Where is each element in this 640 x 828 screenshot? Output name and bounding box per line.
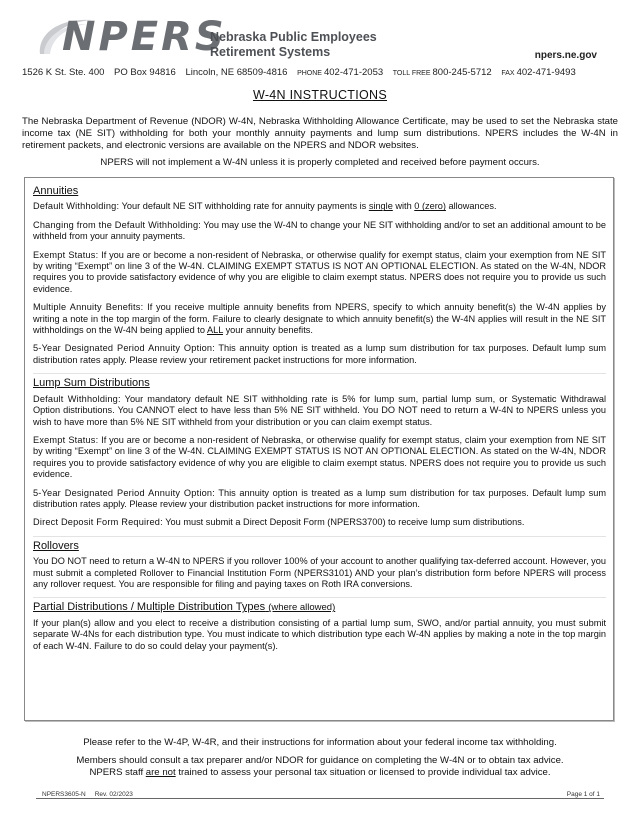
rollovers-text: You DO NOT need to return a W-4N to NPERS if you rollover 100% of your account to another qualifying tax-deferred account. However, you must submit a completed Rollover to Financial Institution Form (NPERS3101) AND your plan’s distribution form before NPERS will process any rollover request. You are responsible for filing and paying taxes on Roth IRA conversions. <box>33 556 606 589</box>
instructions-box <box>24 177 614 721</box>
annuities-five-year-option: 5-Year Designated Period Annuity Option: This annuity option is treated as a lump sum distribution for tax purposes. Default lump sum distribution rates apply. Please review your retirement packet instructions for more information. <box>33 343 606 365</box>
tax-advice-note: Members should consult a tax preparer and/or NDOR for guidance on completing the W-4N or to obtain tax advice. NPERS staff are not trained to assess your personal tax situation or licensed to provide individual tax advice. <box>76 755 564 778</box>
phone-label: PHONE <box>297 70 322 77</box>
footer-rule <box>36 798 604 799</box>
fax-number: 402-471-9493 <box>516 67 576 78</box>
partial-distributions-text: If your plan(s) allow and you elect to receive a distribution consisting of a partial lump sum, SWO, and/or partial annuity, you must submit separate W-4Ns for each distribution type. You must indicate to which distribution type each W-4N applies by making a note in the top margin of each W-4N. Failure to do so could delay your payment(s). <box>33 617 606 651</box>
partial-distributions-heading: Partial Distributions / Multiple Distribution Types (where allowed) <box>33 601 336 614</box>
page-number: Page 1 of 1 <box>566 791 600 798</box>
annuities-exempt-status: Exempt Status: If you are or become a non-resident of Nebraska, or otherwise qualify for exempt status, claim your exemption from NE SIT by writing “Exempt” on line 3 of the W-4N. CLAIMING EXEMPT STATUS IS NOT AN OPTIONAL ELECTION. As stated on the W-4N, NDOR requires you to provide satisfactory evidence of why you are eligible to claim exempt status. NPERS does not require you to provide us such evidence. <box>33 249 607 294</box>
lump-sum-exempt-status: Exempt Status: If you are or become a non-resident of Nebraska, or otherwise qualify for exempt status, claim your exemption from NE SIT by writing “Exempt” on line 3 of the W-4N. CLAIMING EXEMPT STATUS IS NOT AN OPTIONAL ELECTION. As stated on the W-4N, NDOR requires you to provide satisfactory evidence of why you are eligible to claim exempt status. NPERS does not require you to provide us such evidence. <box>33 434 607 480</box>
lump-sum-heading: Lump Sum Distributions <box>33 377 150 390</box>
contact-bar <box>22 67 583 78</box>
page-title: W-4N INSTRUCTIONS <box>252 88 388 102</box>
annuities-multiple-benefits: Multiple Annuity Benefits: If you receive multiple annuity benefits from NPERS, specify to which annuity benefit(s) the W-4N applies by writing a note in the top margin of the form. Failure to clearly designate to which annuity benefit(s) the W-4N applies will result in the NE SIT withholdings on the W-4N being applied to ALL your annuity benefits. <box>33 302 606 336</box>
section-divider <box>33 536 606 537</box>
tollfree-number: 800-245-5712 <box>432 67 492 78</box>
organization-name: Nebraska Public Employees Retirement Systems <box>210 30 377 59</box>
fax-label: FAX <box>501 70 515 77</box>
intro-paragraph: The Nebraska Department of Revenue (NDOR) W-4N, Nebraska Withholding Allowance Certificate, may be used to set the Nebraska state income tax (NE SIT) withholding for both your monthly annuity payments and lump sum distributions. NPERS includes the W-4N in retirement packets, and electronic versions are available on the NPERS and NDOR websites. <box>22 116 618 151</box>
annuities-default-withholding: Default Withholding: Your default NE SIT withholding rate for annuity payments is single with 0 (zero) allowances. <box>33 201 497 212</box>
lump-sum-direct-deposit: Direct Deposit Form Required: You must submit a Direct Deposit Form (NPERS3700) to receive lump sum distributions. <box>33 517 525 528</box>
section-divider <box>33 373 606 374</box>
lump-sum-five-year-option: 5-Year Designated Period Annuity Option: This annuity option is treated as a lump sum distribution for tax purposes. Default lump sum distribution rates apply. Please review your distribution packet instructions for more information. <box>33 487 606 509</box>
letterhead <box>0 0 640 82</box>
form-id: NPERS3605-N Rev. 02/2023 <box>42 791 133 798</box>
address-city: Lincoln, NE 68509-4816 <box>185 67 288 78</box>
section-divider <box>33 597 606 598</box>
rollovers-heading: Rollovers <box>33 539 79 552</box>
website-link[interactable]: npers.ne.gov <box>534 50 597 61</box>
instructions-content <box>33 184 606 659</box>
implementation-note: NPERS will not implement a W-4N unless it is properly completed and received before payment occurs. <box>100 157 540 168</box>
annuities-heading: Annuities <box>33 185 79 197</box>
federal-withholding-note: Please refer to the W-4P, W-4R, and their instructions for information about your federal income tax withholding. <box>83 737 557 748</box>
address-street: 1526 K St. Ste. 400 <box>22 67 105 78</box>
npers-logo-text: NPERS <box>62 14 227 60</box>
phone-number: 402-471-2053 <box>323 67 384 78</box>
tollfree-label: TOLL FREE <box>392 70 431 77</box>
lump-sum-default-withholding: Default Withholding: Your mandatory default NE SIT withholding rate is 5% for lump sum, partial lump sum, or Systematic Withdrawal Option distributions. You CANNOT elect to have less than 5% NE SIT withheld. You DO NOT need to return a W-4N to NPERS unless you wish to have more than 5% NE SIT withheld from your distribution or you can claim exempt status. <box>33 393 606 427</box>
annuities-changing-default: Changing from the Default Withholding: You may use the W-4N to change your NE SIT withholding and/or to set an additional amount to be withheld from your annuity payments. <box>33 219 606 242</box>
address-po-box: PO Box 94816 <box>114 67 176 78</box>
